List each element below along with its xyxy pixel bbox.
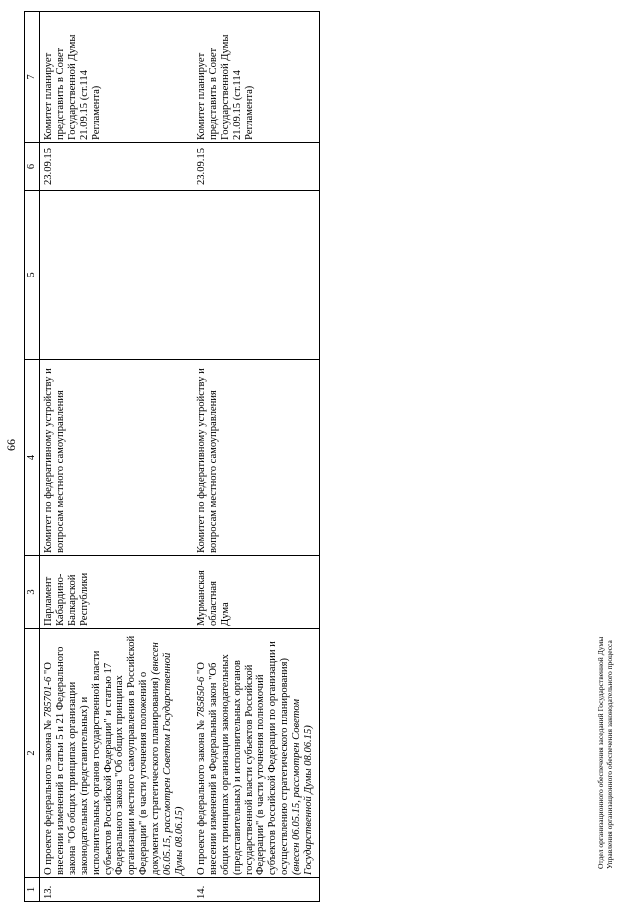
initiator: Мурманская областная Дума: [186, 556, 320, 629]
header-row: [25, 12, 40, 902]
status: Комитет планирует представить в Совет Государственной Думы 21.09.15 (ст.114 Регламента): [40, 12, 186, 143]
bill-text: "О внесении изменений в Федеральный закон "Об общих принципах организации законодательных (представительных) и исполнительных органов государственной власти субъектов Российской Федерации" (в части уточнения полномочий субъектов Российской Федерации по организации и осуществлению стратегического планирования): [195, 641, 291, 875]
initiator: Парламент Кабардино-Балкарской Республики: [40, 556, 186, 629]
column-header: 4: [25, 360, 40, 556]
bill-note: (внесен 06.05.15, рассмотрен Советом Государственной Думы 08.06.15): [150, 642, 185, 875]
bill-prefix: О проекте федерального закона №: [43, 717, 54, 875]
bill-description: [186, 629, 320, 878]
bill-prefix: О проекте федерального закона №: [195, 717, 207, 875]
bill-description: [40, 629, 186, 878]
column-header: 5: [25, 191, 40, 360]
committee: Комитет по федеративному устройству и вопросам местного самоуправления: [40, 360, 186, 556]
committee: Комитет по федеративному устройству и вопросам местного самоуправления: [186, 360, 320, 556]
column-header: 1: [25, 878, 40, 902]
footer-line: Управления организационного обеспечения законодательного процесса: [605, 640, 614, 869]
page-number: 66: [4, 439, 18, 451]
table-row: [40, 12, 186, 902]
footer-line: Отдел организационного обеспечения заседаний Государственной Думы: [596, 636, 605, 869]
status: Комитет планирует представить в Совет Государственной Думы 21.09.15 (ст.114 Регламента): [186, 12, 320, 143]
column-header: 7: [25, 12, 40, 143]
bill-note: (внесен 06.05.15, рассмотрен Советом Государственной Думы 08.06.15): [291, 699, 315, 875]
bill-text: "О внесении изменений в статьи 5 и 21 Федерального закона "Об общих принципах организации законодательных (представительных) и исполнительных органов государственной власти субъектов Российской Федерации" и статью 17 Федерального закона "Об общих принципах организации местного самоуправления в Российской Федерации" (в части уточнения положений о документах стратегического планирования): [43, 635, 162, 875]
column-header: 6: [25, 143, 40, 191]
empty-cell: [186, 191, 320, 360]
bills-table: [24, 11, 320, 902]
column-header: 3: [25, 556, 40, 629]
date: 23.09.15: [186, 143, 320, 191]
row-number: 14.: [186, 878, 320, 902]
empty-cell: [40, 191, 186, 360]
date: 23.09.15: [40, 143, 186, 191]
bill-number: 785850-6: [195, 676, 207, 718]
bill-number: 785701-6: [43, 676, 54, 718]
row-number: 13.: [40, 878, 186, 902]
footer: [596, 637, 614, 869]
column-header: 2: [25, 629, 40, 878]
table-row: [186, 12, 320, 902]
